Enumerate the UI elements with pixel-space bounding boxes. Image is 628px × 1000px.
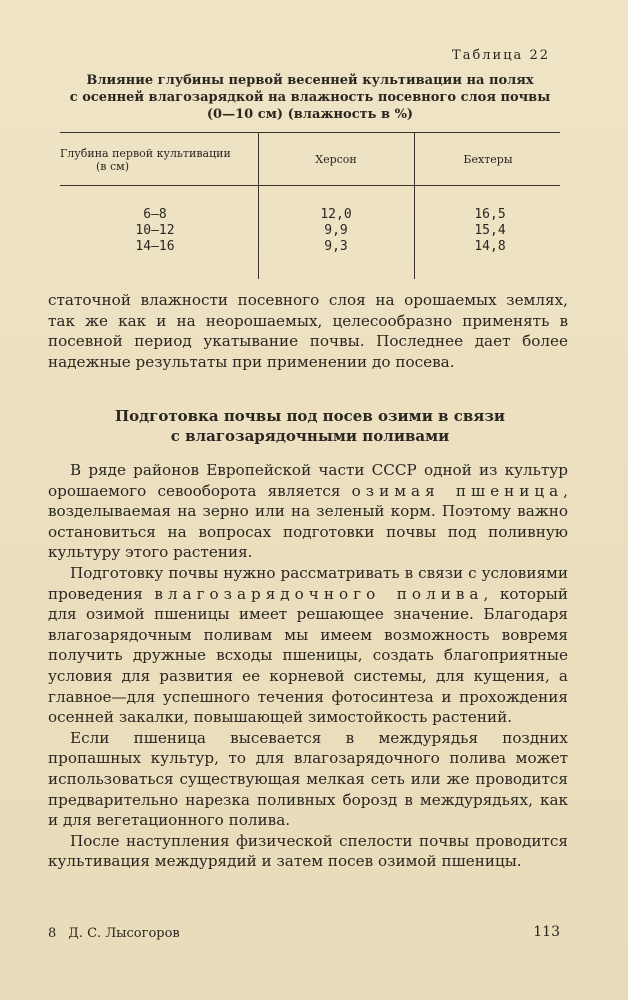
emphasized-text: влагозарядочного полива (154, 584, 484, 603)
table-cell: 15,4 (474, 223, 506, 238)
table-caption-line: Влияние глубины первой весенней культивации на полях (86, 73, 534, 88)
header-depth (60, 147, 256, 173)
table-cell: 14,8 (474, 239, 506, 254)
table-number: Таблица 22 (452, 48, 550, 63)
column-divider (414, 133, 415, 279)
text-run: , который для озимой пшеницы имеет решающее значение. Благодаря влагозарядочным поливам мы имеем возможность вовремя получить дружные всходы пшеницы, создать благоприятные условия для развития ее корневой системы, для кущения, а главное—для успешного течения фотосинтеза и прохождения осенней закалки, повышающей зимостойкость растений. (48, 584, 568, 727)
section-heading-line: с влагозарядочными поливами (170, 427, 450, 445)
table-caption (60, 72, 560, 123)
text-run: В ряде районов Европейской части СССР одной из культур орошаемого севооборота является (48, 461, 568, 500)
depth-column (110, 207, 200, 255)
paragraph (48, 460, 568, 563)
section-heading-line: Подготовка почвы под посев озими в связи (114, 407, 506, 425)
emphasized-text: озимая пшеница (351, 481, 564, 500)
table-caption-line: с осенней влагозарядкой на влажность посевного слоя почвы (69, 90, 551, 105)
bekhtery-column (454, 207, 526, 255)
paragraph-continuation (48, 290, 568, 372)
table-cell: 10—12 (135, 223, 175, 238)
author-name: Д. С. Лысогоров (68, 926, 180, 941)
table-cell: 9,9 (324, 223, 348, 238)
paragraph: статочной влажности посевного слоя на орошаемых землях, так же как и на неорошаемых, целесообразно применять в посевной период укатывание почвы. Последнее дает более надежные результаты при применении до посева. (48, 291, 568, 371)
footer-signature (48, 926, 180, 941)
paragraph: Если пшеница высевается в междурядья поздних пропашных культур, то для влагозарядочного полива может использоваться существующая мелкая сеть или же проводится предварительно нарезка поливных борозд в междурядьях, как и для вегетационного полива. (48, 728, 568, 830)
text-run: Подготовку почвы нужно рассматривать в связи с условиями проведения (48, 563, 568, 603)
table-cell: 16,5 (474, 207, 506, 222)
header-bekhtery: Бехтеры (463, 153, 513, 166)
body-text (48, 460, 568, 872)
header-kherson: Херсон (315, 153, 357, 166)
header-depth-line: Глубина первой культивации (60, 147, 231, 160)
humidity-table (60, 132, 560, 279)
signature-number: 8 (48, 926, 57, 941)
table-cell: 9,3 (324, 239, 348, 254)
header-rule (60, 185, 560, 186)
table-cell: 6—8 (143, 207, 167, 222)
section-heading (60, 406, 560, 446)
page-number: 113 (533, 924, 560, 940)
header-depth-line: (в см) (96, 160, 129, 173)
text-run: , возделываемая на зерно или на зеленый корм. Поэтому важно остановиться на вопросах подготовки почвы под поливную культуру этого растения. (48, 481, 568, 562)
paragraph (48, 563, 568, 728)
paragraph: После наступления физической спелости почвы проводится культивация междурядий и затем посев озимой пшеницы. (48, 831, 568, 871)
table-cell: 14—16 (135, 239, 175, 254)
column-divider (258, 133, 259, 279)
kherson-column (300, 207, 372, 255)
table-cell: 12,0 (320, 207, 352, 222)
table-caption-line: (0—10 см) (влажность в %) (206, 107, 414, 122)
